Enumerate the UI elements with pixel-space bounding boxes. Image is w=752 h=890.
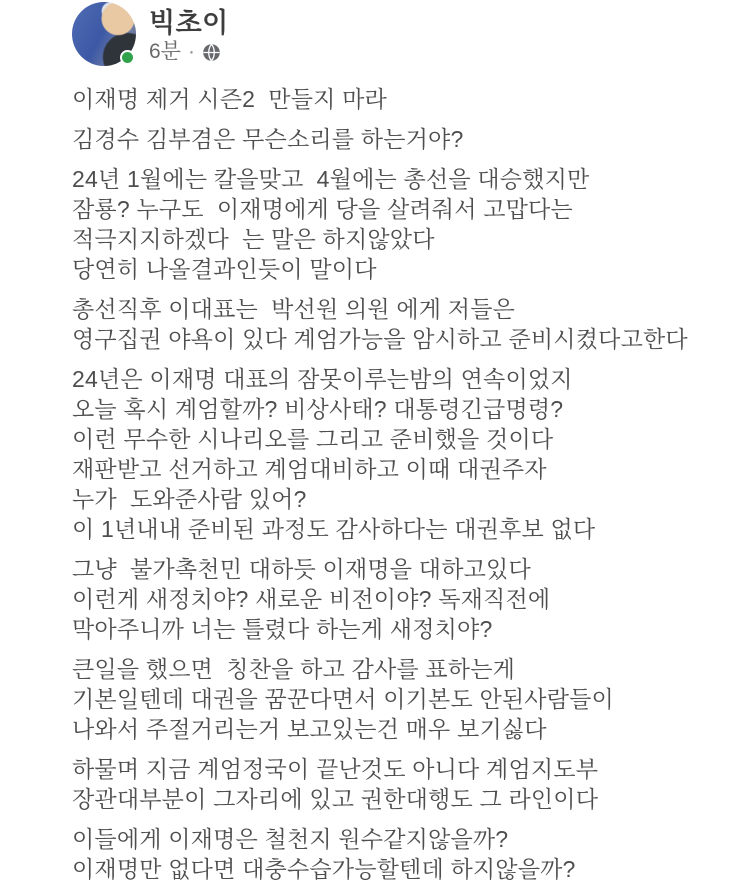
post-text-line: 그냥 불가촉천민 대하듯 이재명을 대하고있다 <box>72 556 531 582</box>
post-text-line: 이런 무수한 시나리오를 그리고 준비했을 것이다 <box>72 426 554 452</box>
post-text-line: 하물며 지금 계엄정국이 끝난것도 아니다 계엄지도부 <box>72 756 599 782</box>
post-text-line: 이런게 새정치야? 새로운 비전이야? 독재직전에 <box>72 586 551 612</box>
online-status-dot <box>120 50 135 65</box>
post-text-line: 누가 도와준사람 있어? <box>72 486 307 512</box>
post-text-line: 이 1년내내 준비된 과정도 감사하다는 대권후보 없다 <box>72 516 596 542</box>
post-text-line: 김경수 김부겸은 무슨소리를 하는거야? <box>72 126 464 152</box>
post-paragraph <box>72 364 712 544</box>
post-text-line: 오늘 혹시 계엄할까? 비상사태? 대통령긴급명령? <box>72 396 564 422</box>
post-paragraph <box>72 754 712 814</box>
post-text-line: 영구집권 야욕이 있다 계엄가능을 암시하고 준비시켰다고한다 <box>72 326 688 352</box>
post-text-line: 이재명만 없다면 대충수습가능할텐데 하지않을까? <box>72 856 576 882</box>
post-text-line: 24년은 이재명 대표의 잠못이루는밤의 연속이었지 <box>72 366 573 392</box>
post-text-line: 이들에게 이재명은 철천지 원수같지않을까? <box>72 826 509 852</box>
post-paragraph <box>72 164 712 284</box>
post-text-line: 나와서 주절거리는거 보고있는건 매우 보기싫다 <box>72 716 547 742</box>
post-header <box>72 2 712 68</box>
post-text-line: 큰일을 했으면 칭찬을 하고 감사를 표하는게 <box>72 656 516 682</box>
avatar[interactable] <box>72 2 136 66</box>
meta-separator: · <box>187 40 195 63</box>
header-text <box>149 2 229 64</box>
post-text-line: 장관대부분이 그자리에 있고 권한대행도 그 라인이다 <box>72 786 599 812</box>
post-text-line: 24년 1월에는 칼을맞고 4월에는 총선을 대승했지만 <box>72 166 590 192</box>
post-paragraph <box>72 824 712 884</box>
post-text-line: 이재명 제거 시즌2 만들지 마라 <box>72 86 387 112</box>
author-name[interactable]: 빅초이 <box>149 8 229 38</box>
post-paragraph <box>72 654 712 744</box>
timestamp[interactable]: 6분 <box>149 40 181 63</box>
post-text-line: 기본일텐데 대권을 꿈꾼다면서 이기본도 안된사람들이 <box>72 686 614 712</box>
globe-icon <box>202 42 221 62</box>
post-paragraph <box>72 294 712 354</box>
post-paragraph <box>72 84 712 114</box>
post-text-line: 총선직후 이대표는 박선원 의원 에게 저들은 <box>72 296 516 322</box>
post-paragraph <box>72 124 712 154</box>
post-content <box>72 84 712 884</box>
post-text-line: 재판받고 선거하고 계엄대비하고 이때 대권주자 <box>72 456 547 482</box>
post-text-line: 당연히 나올결과인듯이 말이다 <box>72 256 377 282</box>
post-text-line: 적극지지하겠다 는 말은 하지않았다 <box>72 226 435 252</box>
post-text-line: 잠룡? 누구도 이재명에게 당을 살려줘서 고맙다는 <box>72 196 573 222</box>
post-paragraph <box>72 554 712 644</box>
post-text-line: 막아주니까 너는 틀렸다 하는게 새정치야? <box>72 616 493 642</box>
post-meta <box>149 40 229 64</box>
